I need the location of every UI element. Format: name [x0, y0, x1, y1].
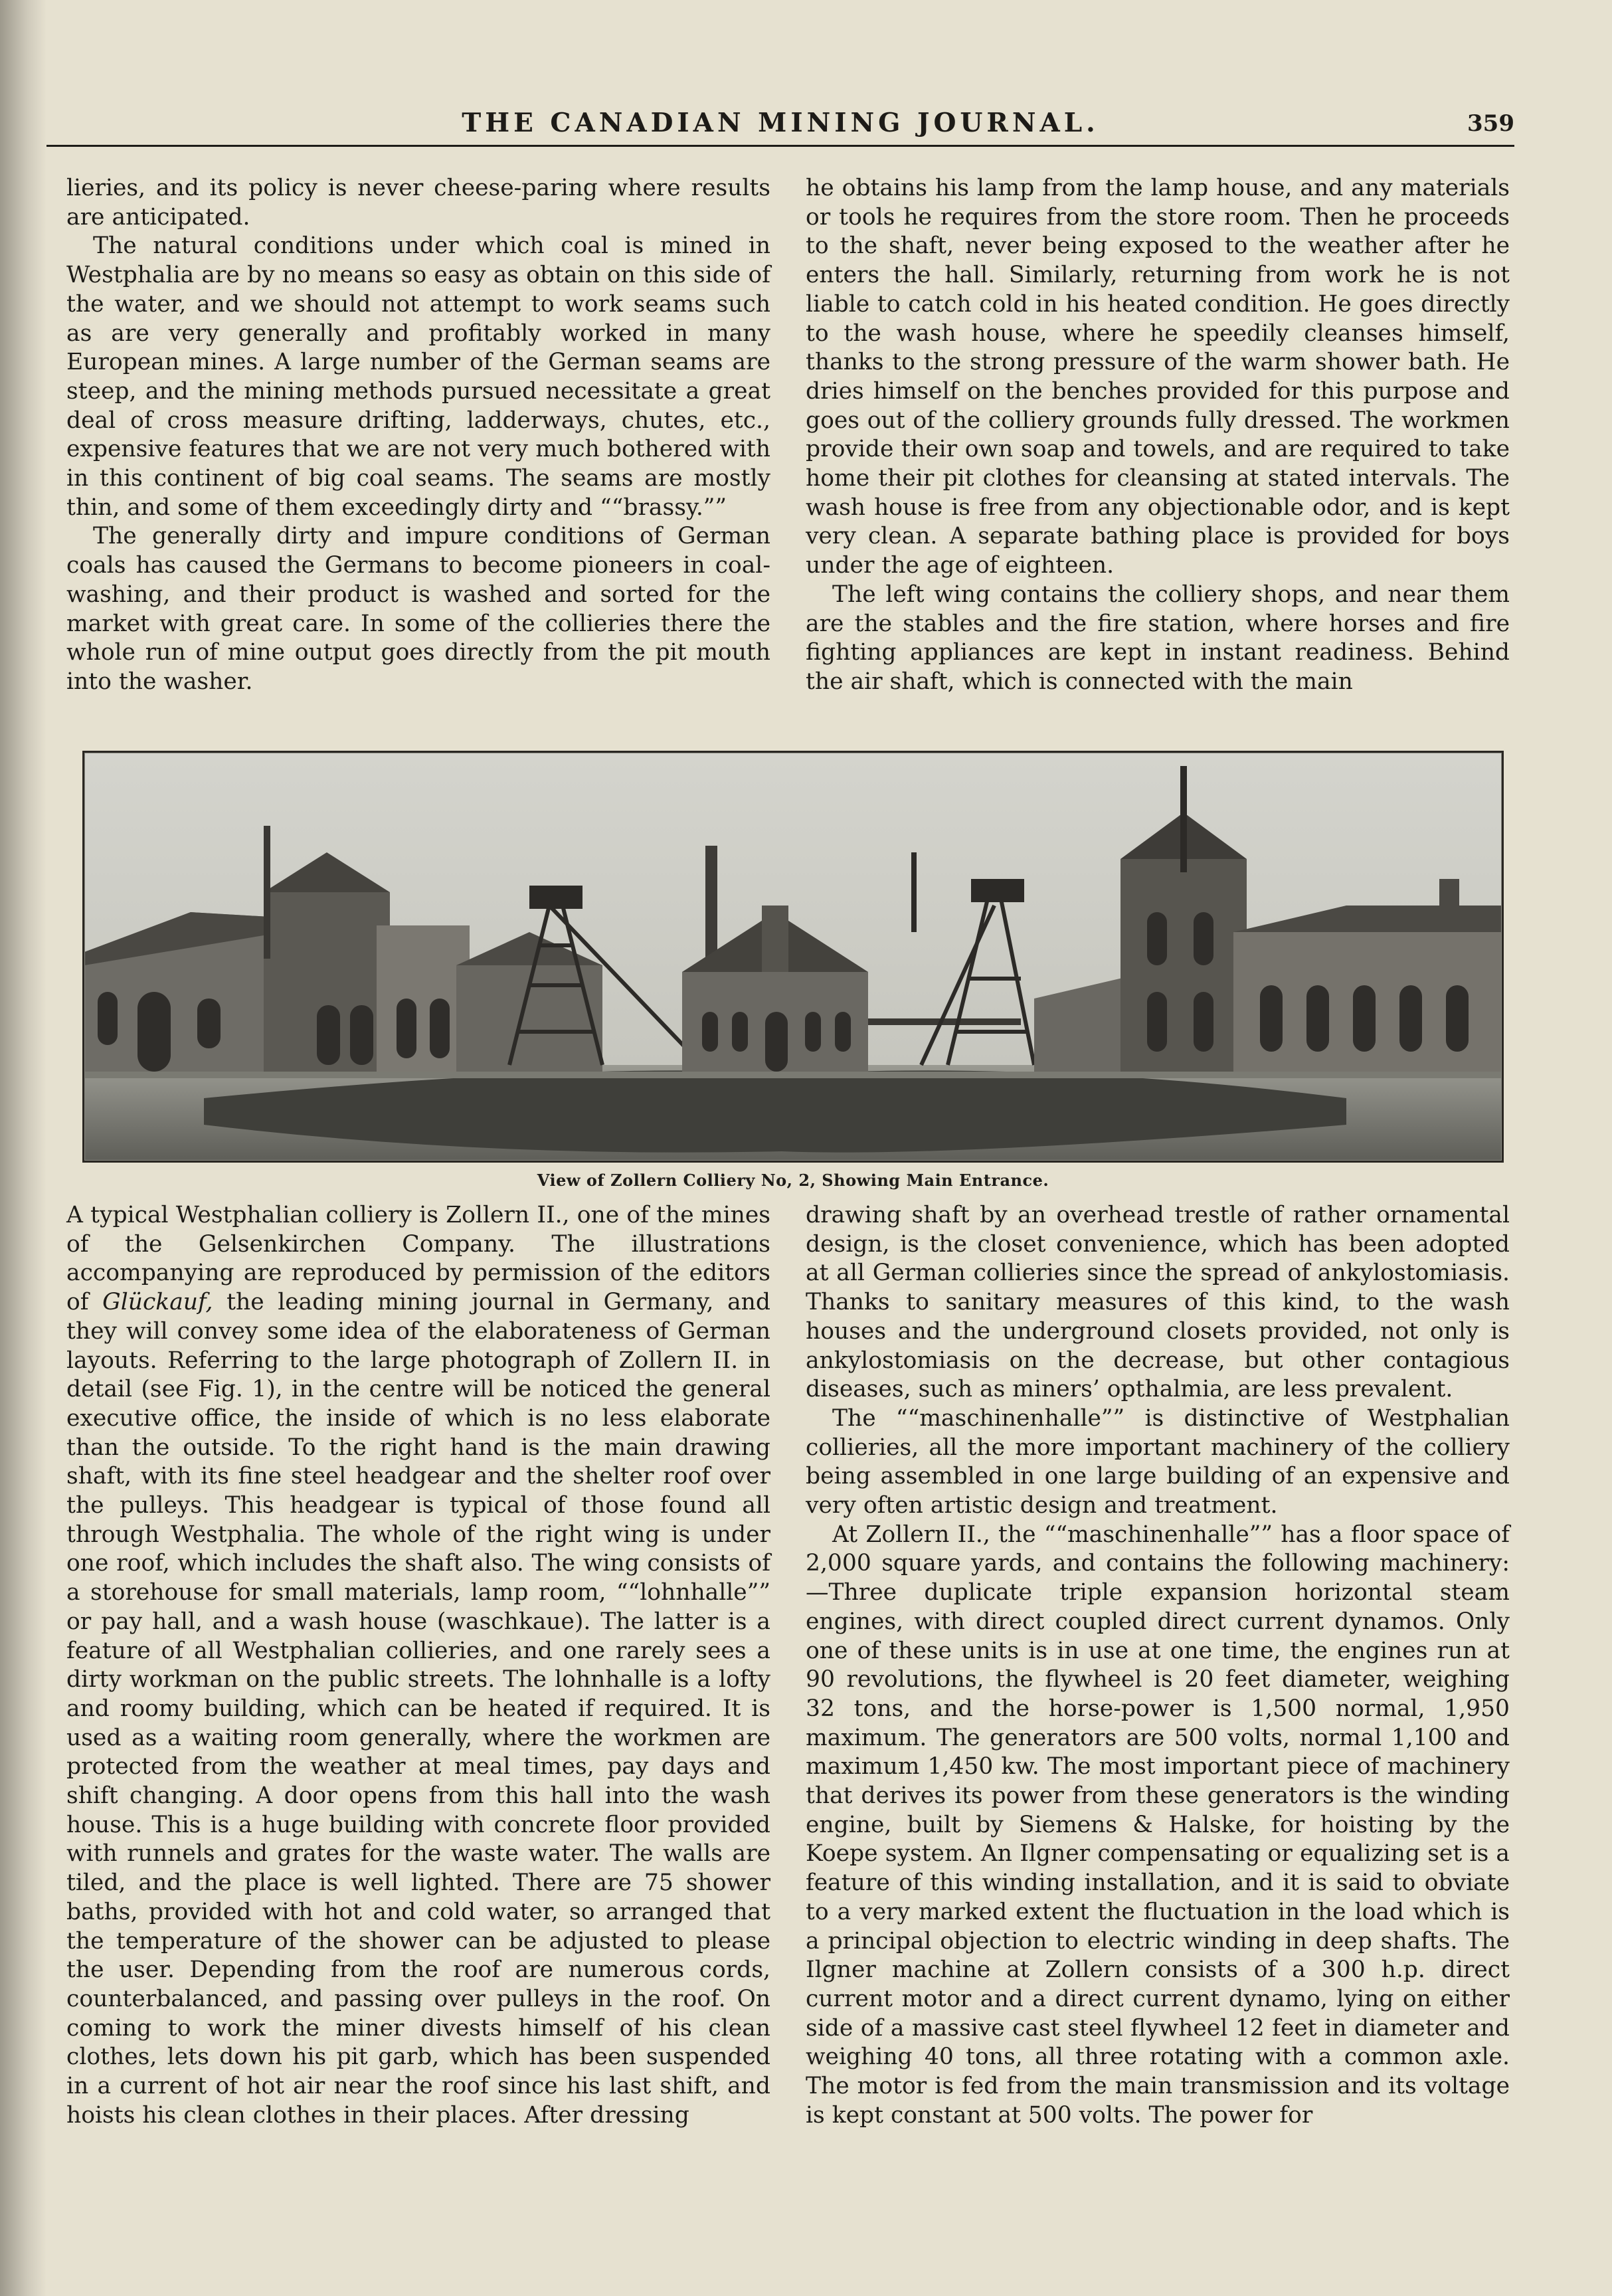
left-column-bottom	[66, 1201, 770, 2131]
left-column-top	[66, 174, 770, 697]
paragraph: drawing shaft by an overhead trestle of rather ornamental design, is the closet convenience, which has been adopted at all German collieries since the spread of ankylostomiasis. Thanks to sanitary measures of this kind, to the wash houses and the underground closets provided, not only is ankylostomiasis on the decrease, but other contagious diseases, such as miners’ opthalmia, are less prevalent.	[806, 1202, 1510, 1403]
paragraph-text: A typical Westphalian colliery is Zollern II., one of the mines of the Gelsenkirchen Company. The illustrations accompanying are reproduced by permission of the editors of	[66, 1202, 770, 1316]
header-rule	[46, 145, 1514, 147]
figure-caption: View of Zollern Colliery No, 2, Showing Main Entrance.	[537, 1171, 1049, 1190]
page-number: 359	[1467, 110, 1514, 137]
journal-title: THE CANADIAN MINING JOURNAL.	[462, 108, 1099, 138]
page-gutter-shadow	[0, 0, 46, 2296]
paragraph: he obtains his lamp from the lamp house, and any materials or tools he requires from the store room. Then he proceeds to the shaft, never being exposed to the weather after he enters the hall. Similarly, returning from work he is not liable to catch cold in his heated condition. He goes directly to the wash house, where he speedily cleanses himself, thanks to the strong pressure of the warm shower bath. He dries himself on the benches provided for this purpose and goes out of the colliery grounds fully dressed. The workmen provide their own soap and towels, and are required to take home their pit clothes for cleansing at stated intervals. The wash house is free from any objectionable odor, and is kept very clean. A separate bathing place is provided for boys under the age of eighteen.	[806, 175, 1510, 579]
right-column-bottom	[806, 1201, 1510, 2131]
paragraph: lieries, and its policy is never cheese-paring where results are anticipated.	[66, 175, 770, 231]
paragraph: The ““maschinenhalle”” is distinctive of Westphalian collieries, all the more important machinery of the colliery being assembled in one large building of an expensive and very often artistic design and treatment.	[806, 1404, 1510, 1519]
running-header	[46, 106, 1514, 146]
colliery-photograph	[82, 751, 1504, 1163]
colliery-photo-illustration	[84, 753, 1502, 1161]
paragraph: The generally dirty and impure conditions of German coals has caused the Germans to become pioneers in coal-washing, and their product is washed and sorted for the market with great care. In some of the collieries there the whole run of mine output goes directly from the pit mouth into the washer.	[66, 523, 770, 695]
paragraph: The natural conditions under which coal is mined in Westphalia are by no means so easy as obtain on this side of the water, and we should not attempt to work seams such as are very generally and profitably worked in many European mines. A large number of the German seams are steep, and the mining methods pursued necessitate a great deal of cross measure drifting, ladderways, chutes, etc., expensive features that we are not very much bothered with in this continent of big coal seams. The seams are mostly thin, and some of them exceedingly dirty and ““brassy.””	[66, 233, 770, 521]
paragraph: At Zollern II., the ““maschinenhalle”” has a floor space of 2,000 square yards, and contains the following machinery:—Three duplicate triple expansion horizontal steam engines, with direct coupled direct current dynamos. Only one of these units is in use at one time, the engines run at 90 revolutions, the flywheel is 20 feet diameter, weighing 32 tons, and the horse-power is 1,500 normal, 1,950 maximum. The generators are 500 volts, normal 1,100 and maximum 1,450 kw. The most important piece of machinery that derives its power from these generators is the winding engine, built by Siemens & Halske, for hoisting by the Koepe system. An Ilgner compensating or equalizing set is a feature of this winding installation, and it is said to obviate to a very marked extent the fluctuation in the load which is a principal objection to electric winding in deep shafts. The Ilgner machine at Zollern consists of a 300 h.p. direct current motor and a direct current dynamo, lying on either side of a massive cast steel flywheel 12 feet in diameter and weighing 40 tons, all three rotating with a common axle. The motor is fed from the main transmission and its voltage is kept constant at 500 volts. The power for	[806, 1521, 1510, 2129]
journal-name-italic: Glückauf,	[102, 1289, 213, 1316]
paragraph: The left wing contains the colliery shops, and near them are the stables and the fire station, where horses and fire fighting appliances are kept in instant readiness. Behind the air shaft, which is connected with the main	[806, 581, 1510, 695]
paragraph-text: the leading mining journal in Germany, and they will convey some idea of the elaborateness of German layouts. Referring to the large photograph of Zollern II. in detail (see Fig. 1), in the centre will be noticed the general executive office, the inside of which is no less elaborate than the outside. To the right hand is the main drawing shaft, with its fine steel headgear and the shelter roof over the pulleys. This headgear is typical of those found all through Westphalia. The whole of the right wing is under one roof, which includes the shaft also. The wing consists of a storehouse for small materials, lamp room, ““lohnhalle”” or pay hall, and a wash house (waschkaue). The latter is a feature of all Westphalian collieries, and one rarely sees a dirty workman on the public streets. The lohnhalle is a lofty and roomy building, which can be heated if required. It is used as a waiting room generally, where the workmen are protected from the weather at meal times, pay days and shift changing. A door opens from this hall into the wash house. This is a huge building with concrete floor provided with runnels and grates for the waste water. The walls are tiled, and the place is well lighted. There are 75 shower baths, provided with hot and cold water, so arranged that the temperature of the shower can be adjusted to please the user. Depending from the roof are numerous cords, counterbalanced, and passing over pulleys in the roof. On coming to work the miner divests himself of his clean clothes, lets down his pit garb, which has been suspended in a current of hot air near the roof since his last shift, and hoists his clean clothes in their places. After dressing	[66, 1289, 770, 2129]
right-column-top	[806, 174, 1510, 697]
paragraph	[66, 1201, 770, 2131]
